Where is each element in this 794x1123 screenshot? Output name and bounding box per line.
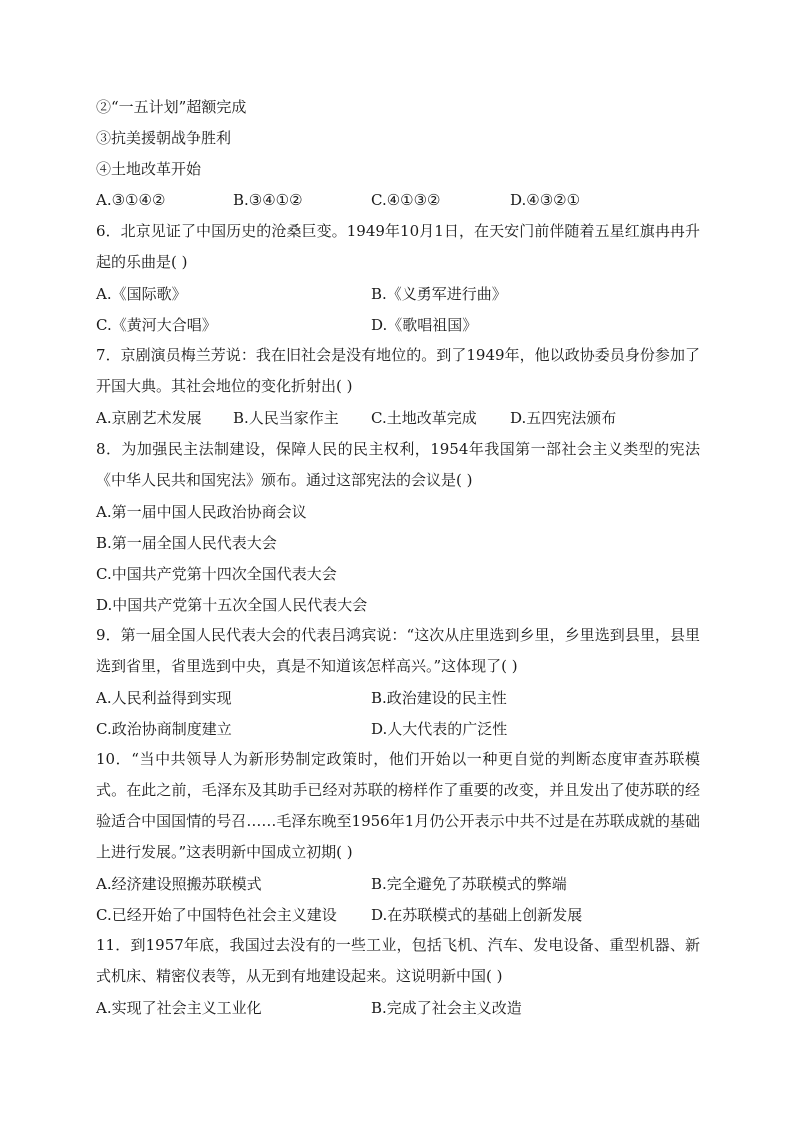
q9-option-b: B.政治建设的民主性 (371, 689, 507, 707)
q9-option-a: A.人民利益得到实现 (96, 689, 232, 707)
q6-option-b: B.《义勇军进行曲》 (371, 285, 507, 303)
q5-option-c: C.④①③② (371, 191, 441, 209)
q6-question: 6．北京见证了中国历史的沧桑巨变。1949年10月1日，在天安门前伴随着五星红旗冉冉升起的乐曲是( ) (96, 222, 700, 271)
item-4: ④土地改革开始 (96, 160, 202, 178)
q11-option-a: A.实现了社会主义工业化 (96, 999, 262, 1017)
q5-option-d: D.④③②① (510, 191, 581, 209)
q9-question: 9．第一届全国人民代表大会的代表吕鸿宾说：“这次从庄里选到乡里，乡里选到县里，县里选到省里，省里选到中央，真是不知道该怎样高兴。”这体现了( ) (96, 626, 700, 675)
item-2: ②“一五计划”超额完成 (96, 98, 247, 116)
q8-option-a: A.第一届中国人民政治协商会议 (96, 503, 307, 521)
q7-option-b: B.人民当家作主 (233, 409, 339, 427)
q10-option-a: A.经济建设照搬苏联模式 (96, 875, 262, 893)
q10-option-b: B.完全避免了苏联模式的弊端 (371, 875, 567, 893)
q7-option-a: A.京剧艺术发展 (96, 409, 202, 427)
q9-option-c: C.政治协商制度建立 (96, 720, 232, 738)
q10-option-c: C.已经开始了中国特色社会主义建设 (96, 906, 337, 924)
q11-option-b: B.完成了社会主义改造 (371, 999, 522, 1017)
q10-question: 10．“当中共领导人为新形势制定政策时，他们开始以一种更自觉的判断态度审查苏联模式。在此之前，毛泽东及其助手已经对苏联的榜样作了重要的改变，并且发出了使苏联的经验适合中国国情的号召……毛泽东晚至1956年1月仍公开表示中共不过是在苏联成就的基础上进行发展。”这表明新中国成立初期( ) (96, 750, 700, 861)
q8-option-c: C.中国共产党第十四次全国代表大会 (96, 565, 337, 583)
q11-question: 11．到1957年底，我国过去没有的一些工业，包括飞机、汽车、发电设备、重型机器、新式机床、精密仪表等，从无到有地建设起来。这说明新中国( ) (96, 936, 700, 985)
q8-question: 8．为加强民主法制建设，保障人民的民主权利，1954年我国第一部社会主义类型的宪法《中华人民共和国宪法》颁布。通过这部宪法的会议是( ) (96, 440, 700, 489)
q7-question: 7．京剧演员梅兰芳说：我在旧社会是没有地位的。到了1949年，他以政协委员身份参加了开国大典。其社会地位的变化折射出( ) (96, 346, 700, 395)
q6-option-d: D.《歌唱祖国》 (371, 316, 478, 334)
q10-option-d: D.在苏联模式的基础上创新发展 (371, 906, 583, 924)
q8-option-d: D.中国共产党第十五次全国人民代表大会 (96, 596, 368, 614)
q7-option-c: C.土地改革完成 (371, 409, 477, 427)
q6-option-a: A.《国际歌》 (96, 285, 187, 303)
q6-option-c: C.《黄河大合唱》 (96, 316, 217, 334)
q5-option-a: A.③①④② (96, 191, 166, 209)
q7-option-d: D.五四宪法颁布 (510, 409, 617, 427)
q9-option-d: D.人大代表的广泛性 (371, 720, 508, 738)
q8-option-b: B.第一届全国人民代表大会 (96, 534, 277, 552)
item-3: ③抗美援朝战争胜利 (96, 129, 232, 147)
q5-option-b: B.③④①② (233, 191, 303, 209)
